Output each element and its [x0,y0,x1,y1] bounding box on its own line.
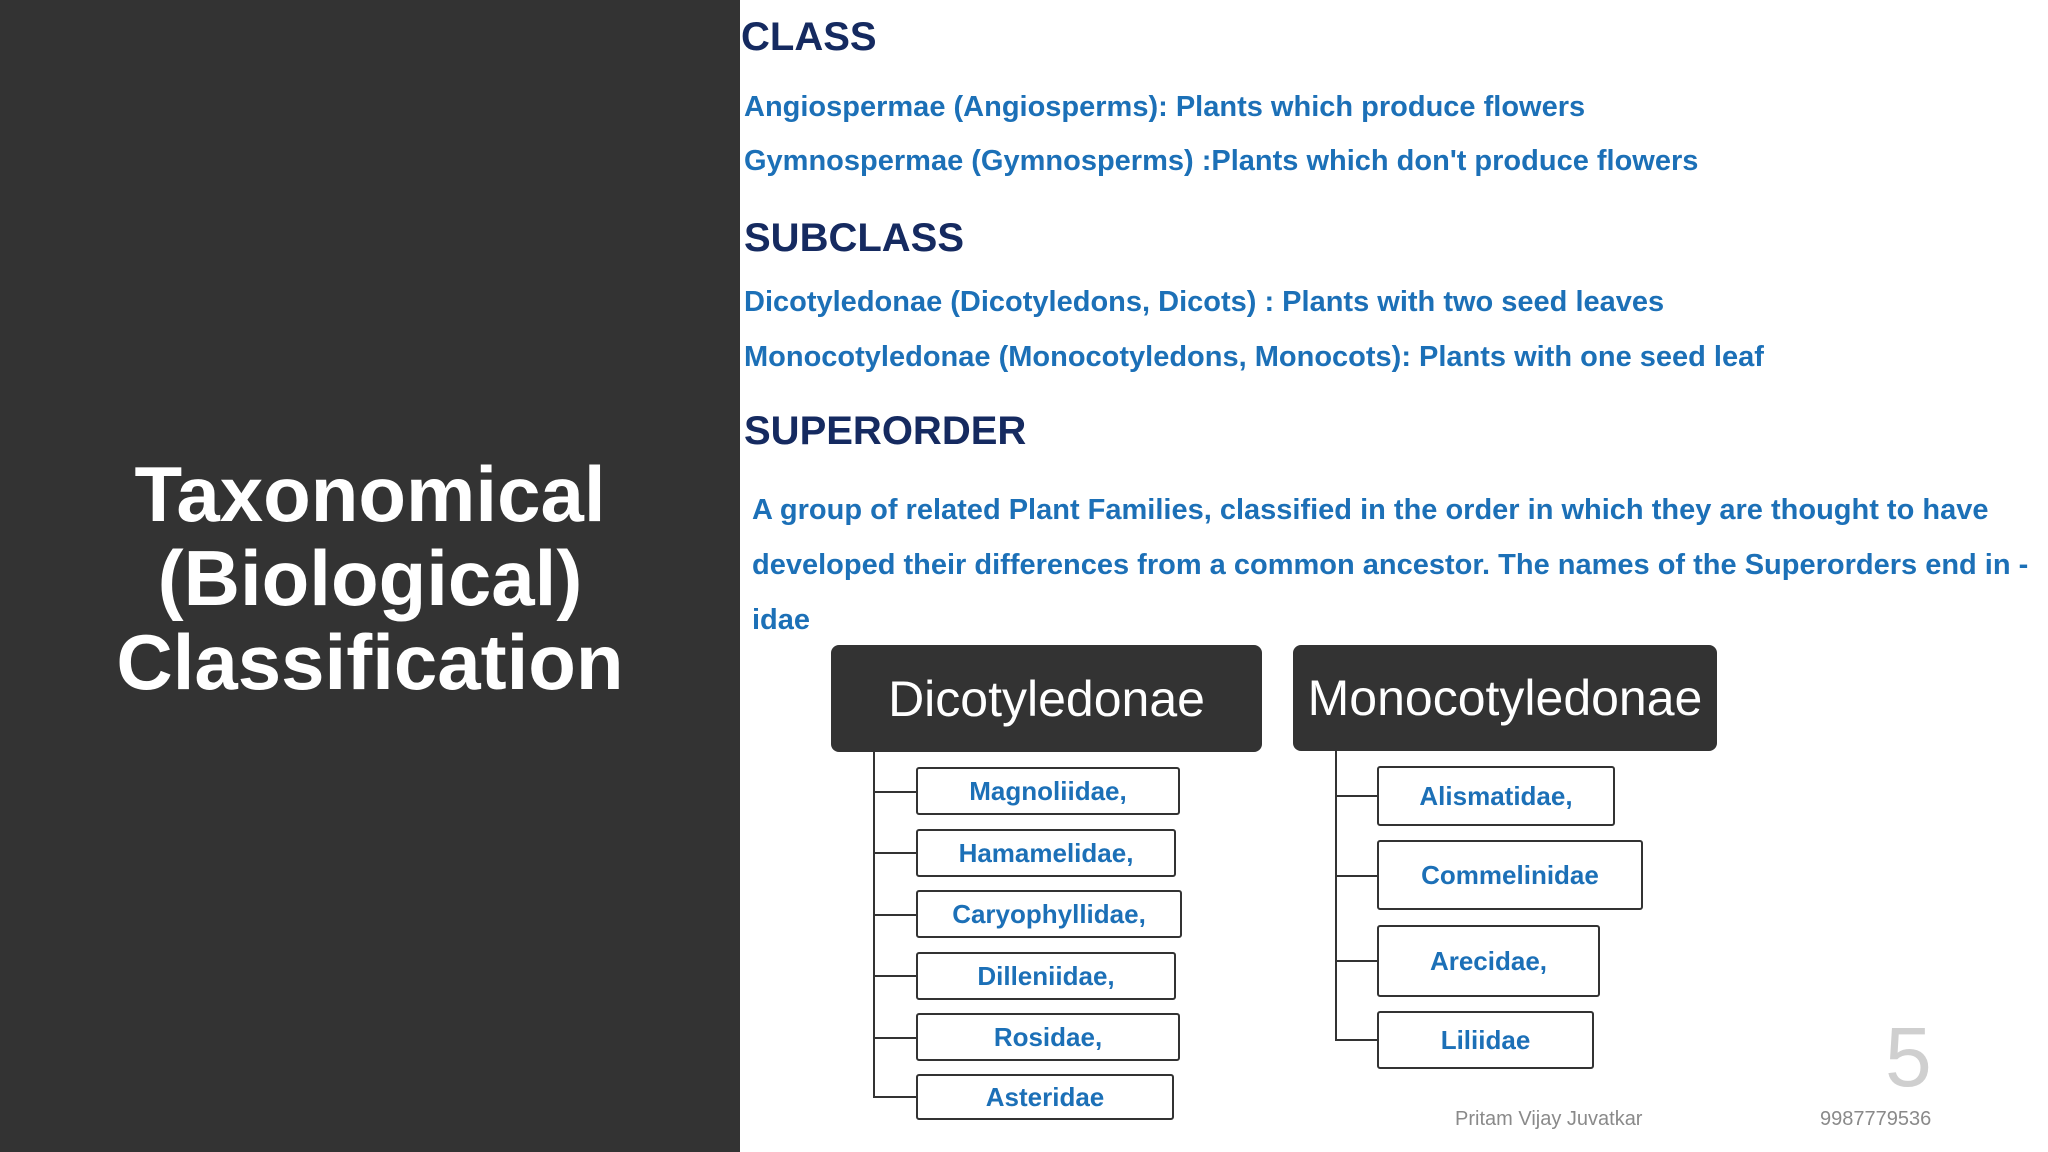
superorder-caryophyllidae: Caryophyllidae, [916,890,1182,938]
slide-number: 5 [1885,1010,1932,1104]
subclass-heading: SUBCLASS [744,216,965,260]
monocot-connector [1335,960,1379,962]
title-line-1: Taxonomical [134,450,606,538]
superorder-alismatidae: Alismatidae, [1377,766,1615,826]
dicot-connector [873,852,917,854]
dicot-connector [873,975,917,977]
monocot-connector [1335,795,1379,797]
class-line-gymnosperms: Gymnospermae (Gymnosperms) :Plants which don't produce flowers [744,145,1699,177]
monocotyledonae-box: Monocotyledonae [1293,645,1717,751]
monocot-connector [1335,875,1379,877]
superorder-magnoliidae: Magnoliidae, [916,767,1180,815]
footer-author: Pritam Vijay Juvatkar [1455,1108,1643,1130]
class-heading: CLASS [741,15,877,59]
superorder-arecidae: Arecidae, [1377,925,1600,997]
dicot-connector [873,1096,917,1098]
superorder-dilleniidae: Dilleniidae, [916,952,1176,1000]
subclass-line-monocots: Monocotyledonae (Monocotyledons, Monocots): Plants with one seed leaf [744,341,1764,373]
superorder-heading: SUPERORDER [744,409,1027,453]
dicot-connector [873,914,917,916]
class-line-angiosperms: Angiospermae (Angiosperms): Plants which produce flowers [744,91,1586,123]
dicot-connector-vertical [873,752,875,1097]
footer-phone: 9987779536 [1820,1108,1932,1130]
superorder-commelinidae: Commelinidae [1377,840,1643,910]
superorder-liliidae: Liliidae [1377,1011,1594,1069]
slide-title [0,452,740,704]
dicot-connector [873,791,917,793]
dicot-connector [873,1037,917,1039]
superorder-asteridae: Asteridae [916,1074,1174,1120]
superorder-rosidae: Rosidae, [916,1013,1180,1061]
dicotyledonae-box: Dicotyledonae [831,645,1262,752]
superorder-hamamelidae: Hamamelidae, [916,829,1176,877]
monocot-connector [1335,1039,1379,1041]
title-line-3: Classification [116,618,624,706]
title-line-2: (Biological) [157,534,583,622]
superorder-description: A group of related Plant Families, classified in the order in which they are thought to have developed their differences from a common ancestor. The names of the Superorders end in -idae [752,494,2029,636]
subclass-line-dicots: Dicotyledonae (Dicotyledons, Dicots) : Plants with two seed leaves [744,286,1665,318]
